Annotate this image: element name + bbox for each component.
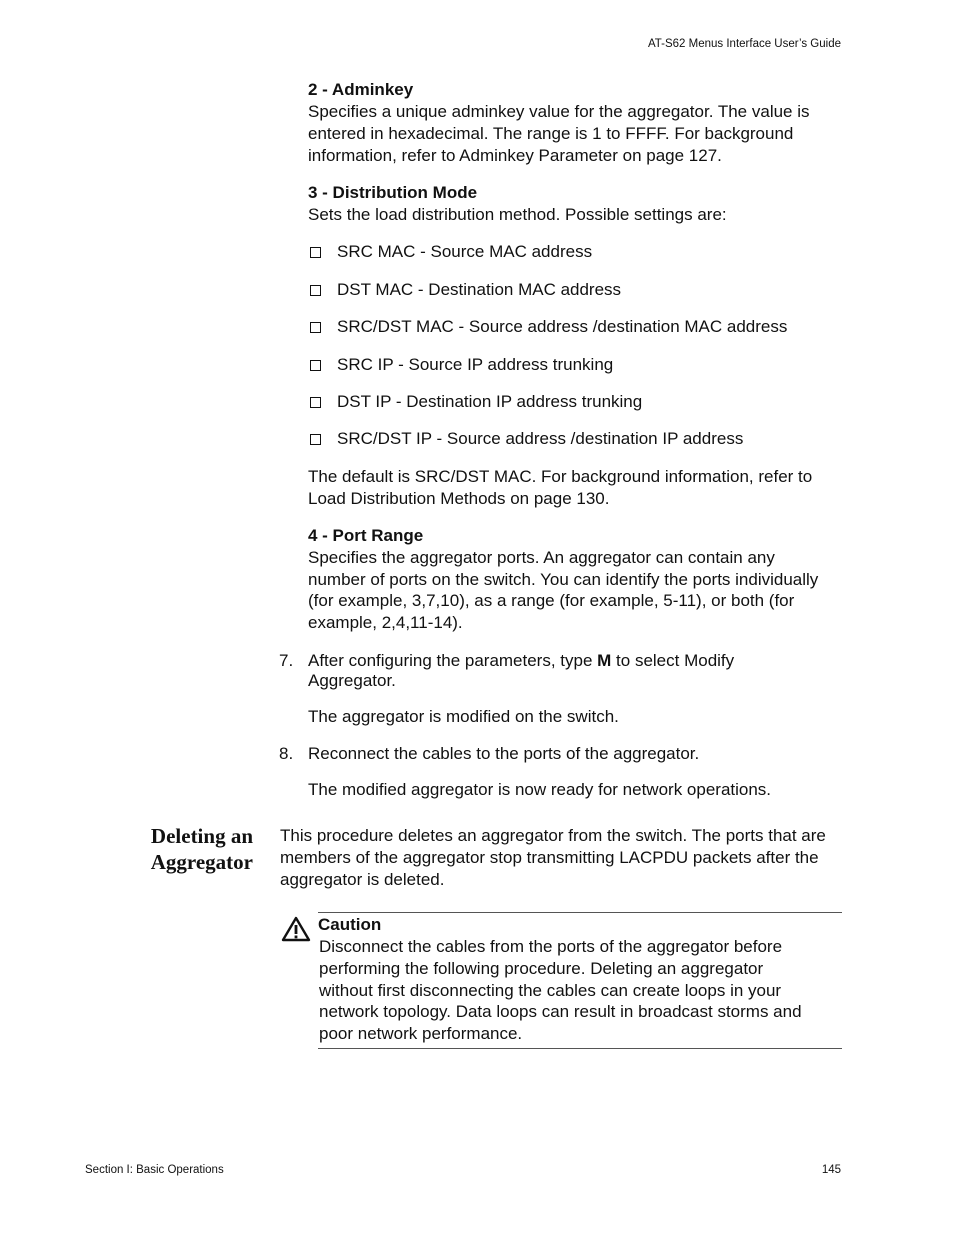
list-item: SRC/DST IP - Source address /destination IP address — [308, 428, 743, 450]
warning-icon — [281, 916, 311, 942]
caution-text-1: Disconnect the cables from the ports of the aggregator before — [319, 937, 783, 956]
caution-text-2: performing the following procedure. Deleting an aggregator — [319, 959, 764, 978]
adminkey-text-3: information, refer to Adminkey Parameter on page 127. — [308, 146, 722, 165]
list-item: SRC/DST MAC - Source address /destination MAC address — [308, 316, 787, 338]
footer-section: Section I: Basic Operations — [85, 1164, 224, 1176]
adminkey-heading: 2 - Adminkey — [308, 80, 414, 99]
step-7-text-2: Aggregator. — [308, 671, 396, 690]
list-item: SRC MAC - Source MAC address — [308, 241, 592, 263]
step-8-result: The modified aggregator is now ready for network operations. — [308, 780, 772, 799]
checkbox-bullet-icon — [310, 285, 321, 296]
checkbox-bullet-icon — [310, 397, 321, 408]
checkbox-bullet-icon — [310, 360, 321, 371]
adminkey-text-2: entered in hexadecimal. The range is 1 to FFFF. For background — [308, 124, 794, 143]
distribution-default-1: The default is SRC/DST MAC. For background information, refer to — [308, 467, 813, 486]
caution-text-5: poor network performance. — [319, 1024, 523, 1043]
adminkey-text-1: Specifies a unique adminkey value for the aggregator. The value is — [308, 102, 810, 121]
deleting-text-3: aggregator is deleted. — [280, 870, 445, 889]
checkbox-bullet-icon — [310, 434, 321, 445]
caution-top-rule — [318, 912, 842, 913]
distribution-default-2: Load Distribution Methods on page 130. — [308, 489, 610, 508]
deleting-text-1: This procedure deletes an aggregator from the switch. The ports that are — [280, 826, 826, 845]
list-item: DST MAC - Destination MAC address — [308, 279, 621, 301]
caution-text-3: without first disconnecting the cables can create loops in your — [319, 981, 782, 1000]
step-8-number: 8. — [279, 744, 294, 763]
caution-text-4: network topology. Data loops can result in broadcast storms and — [319, 1002, 802, 1021]
step-7-result: The aggregator is modified on the switch. — [308, 707, 619, 726]
step-7-key: M — [597, 651, 612, 670]
port-range-text-3: (for example, 3,7,10), as a range (for example, 5-11), or both (for — [308, 591, 795, 610]
caution-bottom-rule — [318, 1048, 842, 1049]
step-8-text: Reconnect the cables to the ports of the aggregator. — [308, 744, 700, 763]
port-range-text-1: Specifies the aggregator ports. An aggregator can contain any — [308, 548, 775, 567]
list-item: SRC IP - Source IP address trunking — [308, 354, 613, 376]
port-range-text-4: example, 2,4,11-14). — [308, 613, 463, 632]
list-item: DST IP - Destination IP address trunking — [308, 391, 642, 413]
section-heading: Deleting an Aggregator — [150, 824, 253, 874]
step-7-text: After configuring the parameters, type M to select Modify — [308, 651, 735, 670]
port-range-text-2: number of ports on the switch. You can identify the ports individually — [308, 570, 819, 589]
deleting-text-2: members of the aggregator stop transmitting LACPDU packets after the — [280, 848, 819, 867]
caution-title: Caution — [318, 915, 382, 934]
checkbox-bullet-icon — [310, 322, 321, 333]
step-7-number: 7. — [279, 651, 294, 670]
port-range-heading: 4 - Port Range — [308, 526, 424, 545]
distribution-heading: 3 - Distribution Mode — [308, 183, 478, 202]
distribution-intro: Sets the load distribution method. Possible settings are: — [308, 205, 727, 224]
page-number: 145 — [821, 1164, 841, 1176]
running-header: AT-S62 Menus Interface User’s Guide — [647, 38, 841, 50]
checkbox-bullet-icon — [310, 247, 321, 258]
